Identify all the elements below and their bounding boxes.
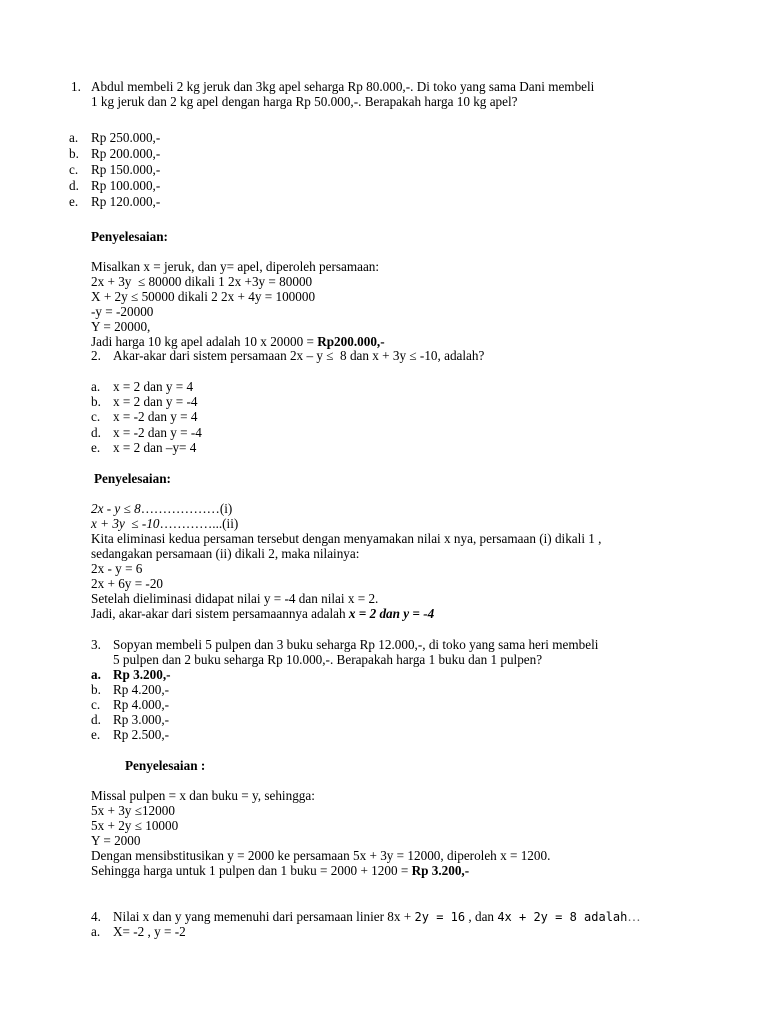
q1-solution-heading: Penyelesaian: [91,229,168,244]
q1-solution-line: 2x + 3y ≤ 80000 dikali 1 2x +3y = 80000 [91,274,313,289]
q1-option-a-letter: a. [69,130,79,145]
q3-solution-line: Missal pulpen = x dan buku = y, sehingga: [91,788,315,803]
q3-option-b-letter: b. [91,682,101,697]
q2-option-c-letter: c. [91,409,101,424]
q3-conclusion [91,863,469,878]
q3-solution-heading: Penyelesaian : [125,758,206,773]
q2-equation-ii [91,516,238,531]
q3-option-c: Rp 4.000,- [113,697,170,712]
q2-conclusion [91,606,434,621]
q1-conclusion-answer: Rp200.000,- [317,334,385,349]
q3-conclusion-answer: Rp 3.200,- [411,863,470,878]
q2-eq1-tag: (i) [219,501,233,516]
q3-solution-line: 5x + 2y ≤ 10000 [91,818,179,833]
q4-option-a: X= -2 , y = -2 [113,924,186,939]
q2-conclusion-text: Jadi, akar-akar dari sistem persamaannya adalah [91,606,349,621]
q4-option-a-letter: a. [91,924,101,939]
q2-solution-line: 2x + 6y = -20 [91,576,164,591]
q1-conclusion-text: Jadi harga 10 kg apel adalah 10 x 20000 = [91,334,318,349]
q4-question-eq1: 2y = 16 [414,910,466,924]
q3-number: 3. [91,637,101,652]
q4-question-part: adalah [576,910,628,924]
q1-option-e: Rp 120.000,- [91,194,161,209]
q2-solution-heading: Penyelesaian: [94,471,171,486]
q2-conclusion-answer: x = 2 dan y = -4 [348,606,435,621]
q2-option-b-letter: b. [91,394,101,409]
q1-text-line1: Abdul membeli 2 kg jeruk dan 3kg apel seharga Rp 80.000,-. Di toko yang sama Dani membeli [91,79,595,94]
q1-solution-line: X + 2y ≤ 50000 dikali 2 2x + 4y = 100000 [91,289,316,304]
q3-option-e: Rp 2.500,- [113,727,170,742]
q3-text-line1: Sopyan membeli 5 pulpen dan 3 buku seharga Rp 12.000,-, di toko yang sama heri membeli [113,637,599,652]
q1-option-c: Rp 150.000,- [91,162,161,177]
q2-eq1-dots: ……………… [140,501,220,516]
q2-eq1-expr: 2x - y ≤ 8 [91,501,141,516]
q3-option-c-letter: c. [91,697,101,712]
q2-question: Akar-akar dari sistem persamaan 2x – y ≤ 8 dan x + 3y ≤ -10, adalah? [113,348,485,363]
q3-option-a-letter: a. [91,667,101,682]
q1-option-b-letter: b. [69,146,79,161]
q3-option-e-letter: e. [91,727,101,742]
q2-solution-line: Setelah dieliminasi didapat nilai y = -4 dan nilai x = 2. [91,591,379,606]
q2-eq2-expr: x + 3y ≤ -10 [91,516,160,531]
q2-option-b: x = 2 dan y = -4 [113,394,198,409]
q4-question-dots: … [627,909,641,924]
q2-option-a: x = 2 dan y = 4 [113,379,194,394]
q1-solution-line: -y = -20000 [91,304,154,319]
q1-option-d-letter: d. [69,178,79,193]
q3-option-d-letter: d. [91,712,101,727]
q1-number: 1. [71,79,81,94]
q2-option-d: x = -2 dan y = -4 [113,425,202,440]
q1-option-a: Rp 250.000,- [91,130,161,145]
q2-number: 2. [91,348,101,363]
q4-question-part: Nilai x dan y yang memenuhi dari persamaan linier 8x + [113,909,415,924]
q2-solution-line: 2x - y = 6 [91,561,143,576]
q2-option-a-letter: a. [91,379,101,394]
q1-option-c-letter: c. [69,162,79,177]
q3-conclusion-text: Sehingga harga untuk 1 pulpen dan 1 buku = 2000 + 1200 = [91,863,412,878]
q3-option-d: Rp 3.000,- [113,712,170,727]
q2-solution-line: sedangakan persamaan (ii) dikali 2, maka nilainya: [91,546,360,561]
q3-solution-line: 5x + 3y ≤12000 [91,803,175,818]
q2-option-e: x = 2 dan –y= 4 [113,440,197,455]
q3-solution-line: Dengan mensibstitusikan y = 2000 ke persamaan 5x + 3y = 12000, diperoleh x = 1200. [91,848,551,863]
q1-solution-line: Misalkan x = jeruk, dan y= apel, diperoleh persamaan: [91,259,380,274]
q4-number: 4. [91,909,101,924]
q2-equation-i [91,501,232,516]
q1-option-b: Rp 200.000,- [91,146,161,161]
q3-option-b: Rp 4.200,- [113,682,170,697]
q4-question-part: , dan [465,909,498,924]
q1-text-line2: 1 kg jeruk dan 2 kg apel dengan harga Rp 50.000,-. Berapakah harga 10 kg apel? [91,94,518,109]
q2-eq2-tag: (ii) [222,516,239,531]
q3-solution-line: Y = 2000 [91,833,141,848]
q3-option-a: Rp 3.200,- [113,667,171,682]
q2-eq2-dots: …………... [159,516,223,531]
q3-text-line2: 5 pulpen dan 2 buku seharga Rp 10.000,-. Berapakah harga 1 buku dan 1 pulpen? [113,652,543,667]
q2-solution-line: Kita eliminasi kedua persaman tersebut dengan menyamakan nilai x nya, persamaan (i) dikali 1 , [91,531,602,546]
q1-conclusion [91,334,385,349]
q2-option-d-letter: d. [91,425,101,440]
q4-question-eq2: 4x + 2y = 8 [497,910,577,924]
q2-option-c: x = -2 dan y = 4 [113,409,198,424]
q2-option-e-letter: e. [91,440,101,455]
q4-question [113,909,641,925]
q1-option-e-letter: e. [69,194,79,209]
q1-solution-line: Y = 20000, [91,319,151,334]
q1-option-d: Rp 100.000,- [91,178,161,193]
